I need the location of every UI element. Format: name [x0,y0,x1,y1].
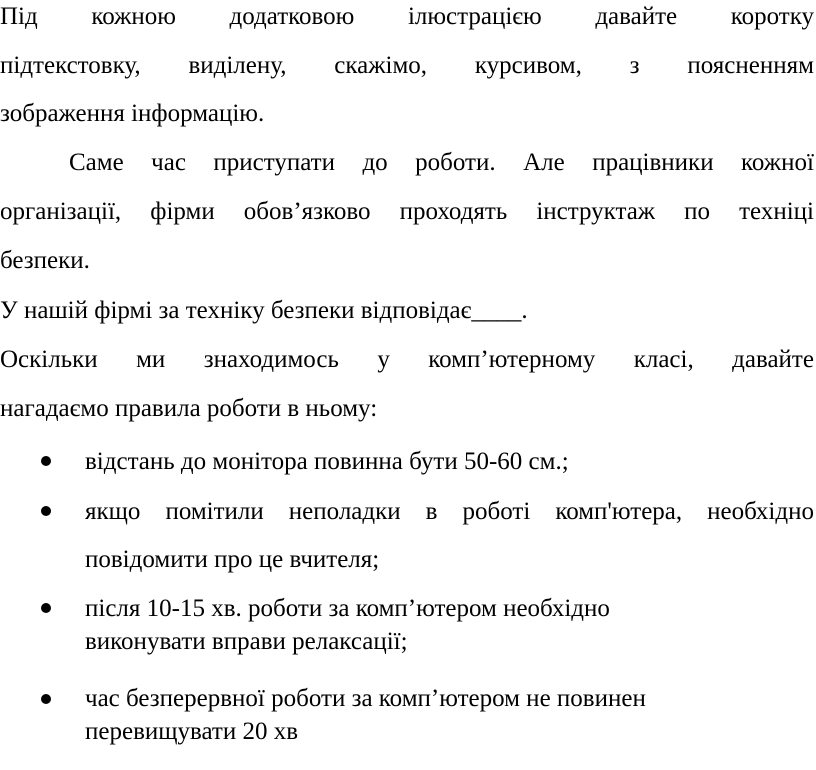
paragraph-3-line-1: У нашій фірмі за техніку безпеки відповідає____. [0,297,528,324]
word: кожної [741,149,814,176]
word: виділену, [188,52,287,79]
bullet-icon [41,506,51,516]
word: по [684,198,711,225]
word: Але [523,149,565,176]
paragraph-1-line-2 [0,51,814,80]
word: обов’язково [243,198,371,225]
word: в [425,498,438,525]
paragraph-2-line-1 [69,148,814,177]
word: помітили [165,498,264,525]
word: додатковою [229,3,355,30]
word: фірми [150,198,215,225]
bullet-icon [41,456,51,466]
word: роботи. [415,149,496,176]
paragraph-1-line-1 [0,2,814,31]
word: поясненням [687,52,814,79]
bullet-icon [41,603,51,613]
word: неполадки [288,498,401,525]
word: Під [0,3,38,30]
word: давайте [732,346,814,373]
bullet-icon [41,694,51,704]
paragraph-1-line-3: зображення інформацію. [0,100,265,127]
list-item-text: відстань до монітора повинна бути 50-60 см.; [85,448,569,475]
word: комп’ютерному [428,346,596,373]
word: кожною [91,3,176,30]
word: техніці [739,198,814,225]
word: знаходимось [203,346,339,373]
word: Саме [69,149,124,176]
word: інструктаж [536,198,656,225]
word: у [377,346,390,373]
word: коротку [730,3,814,30]
word: проходять [399,198,508,225]
list-item-text-line-2: повідомити про це вчителя; [85,546,380,573]
list-item-text-line-1: після 10-15 хв. роботи за комп’ютером необхідно [85,595,610,622]
word: організації, [0,198,122,225]
word: скажімо, [334,52,428,79]
list-item-text-line-2: перевищувати 20 хв [85,718,299,745]
list-item-text-line-1: час безперервної роботи за комп’ютером не повинен [85,685,646,712]
word: Оскільки [0,346,98,373]
word: необхідно [707,498,814,525]
paragraph-4-line-1 [0,345,814,374]
paragraph-2-line-3: безпеки. [0,247,90,274]
word: давайте [595,3,678,30]
word: час [151,149,186,176]
word: працівники [592,149,714,176]
paragraph-4-line-2: нагадаємо правила роботи в ньому: [0,395,378,422]
word: якщо [85,498,141,525]
word: курсивом, [474,52,582,79]
word: з [629,52,640,79]
list-item-text-line-1 [85,497,814,526]
paragraph-2-line-2 [0,197,814,226]
word: класі, [633,346,694,373]
word: підтекстовку, [0,52,141,79]
word: ілюстрацією [407,3,542,30]
word: роботі [462,498,531,525]
word: ми [136,346,166,373]
word: приступати [213,149,335,176]
list-item-text-line-2: виконувати вправи релаксації; [85,628,408,655]
word: до [362,149,388,176]
word: комп'ютера, [555,498,683,525]
